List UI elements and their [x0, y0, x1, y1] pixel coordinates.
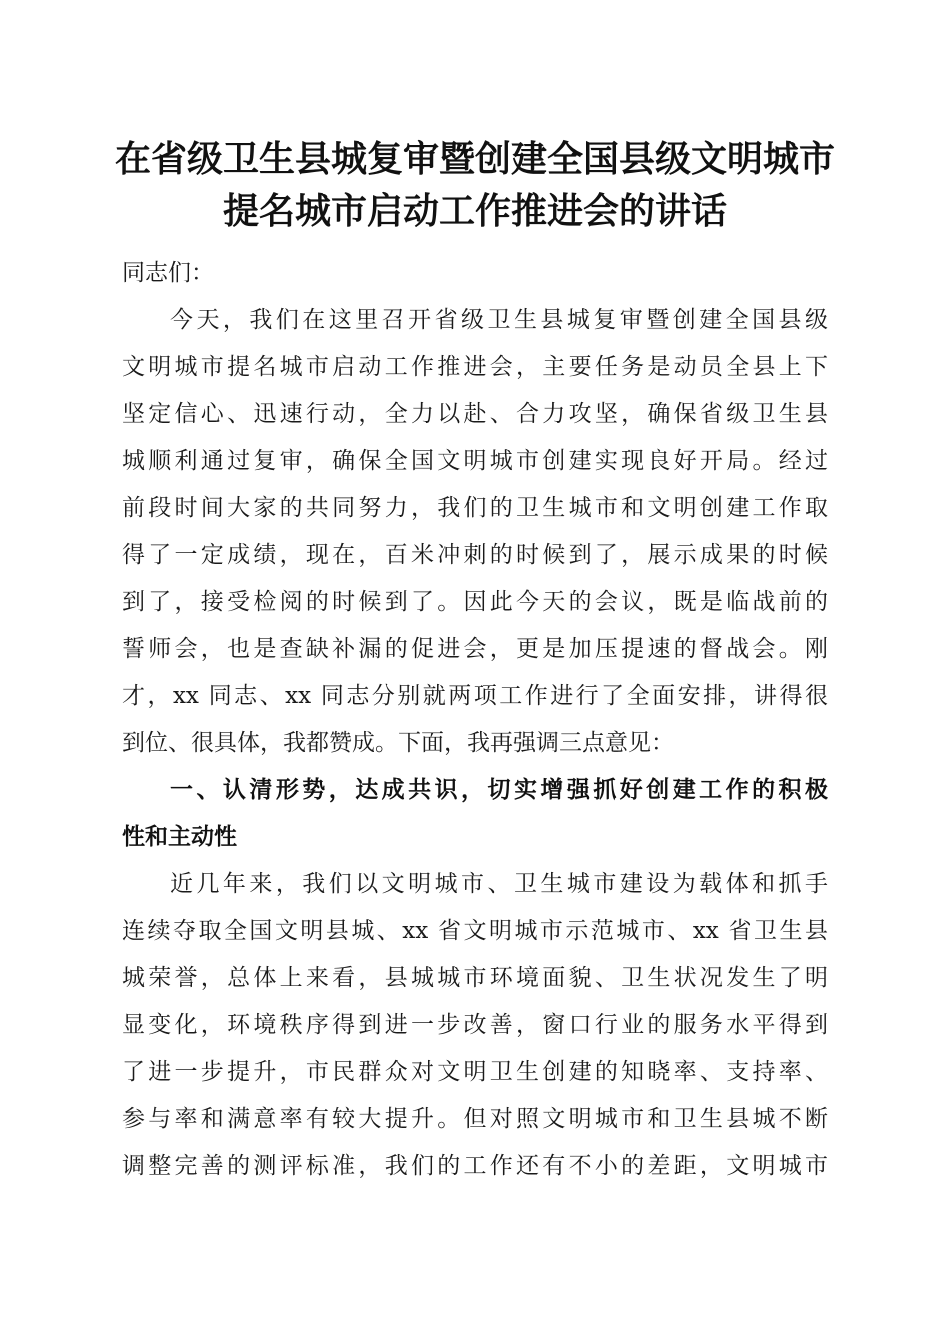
paragraph-line: 今天，我们在这里召开省级卫生县城复审暨创建全国县级 — [170, 307, 828, 333]
section-heading-line: 一、认清形势，达成共识，切实增强抓好创建工作的积极 — [170, 777, 828, 803]
salutation: 同志们： — [122, 260, 214, 286]
document-title-line-2: 提名城市启动工作推进会的讲话 — [222, 190, 727, 232]
document-title-line-1: 在省级卫生县城复审暨创建全国县级文明城市 — [114, 138, 835, 180]
paragraph-line: 文明城市提名城市启动工作推进会，主要任务是动员全县上下 — [122, 354, 828, 380]
section-heading-1 — [122, 767, 828, 861]
paragraph-line: 城顺利通过复审，确保全国文明城市创建实现良好开局。经过 — [122, 448, 828, 474]
paragraph-line: 了进一步提升，市民群众对文明卫生创建的知晓率、支持率、 — [122, 1059, 828, 1085]
paragraph-2 — [122, 861, 828, 1190]
paragraph-line: 调整完善的测评标准，我们的工作还有不小的差距，文明城市 — [122, 1153, 828, 1179]
paragraph-line: 显变化，环境秩序得到进一步改善，窗口行业的服务水平得到 — [122, 1012, 828, 1038]
paragraph-line: 到位、很具体，我都赞成。下面，我再强调三点意见： — [122, 730, 674, 756]
paragraph-1 — [122, 297, 828, 767]
paragraph-line: 得了一定成绩，现在，百米冲刺的时候到了，展示成果的时候 — [122, 542, 828, 568]
paragraph-line: 参与率和满意率有较大提升。但对照文明城市和卫生县城不断 — [122, 1106, 828, 1132]
paragraph-line: 坚定信心、迅速行动，全力以赴、合力攻坚，确保省级卫生县 — [122, 401, 828, 427]
paragraph-line: 誓师会，也是查缺补漏的促进会，更是加压提速的督战会。刚 — [122, 636, 828, 662]
paragraph-line: 连续夺取全国文明县城、xx 省文明城市示范城市、xx 省卫生县 — [122, 918, 828, 944]
paragraph-line: 到了，接受检阅的时候到了。因此今天的会议，既是临战前的 — [122, 589, 828, 615]
paragraph-line: 城荣誉，总体上来看，县城城市环境面貌、卫生状况发生了明 — [122, 965, 828, 991]
section-heading-line: 性和主动性 — [122, 824, 237, 850]
document-body — [122, 250, 828, 1190]
paragraph-line: 才，xx 同志、xx 同志分别就两项工作进行了全面安排，讲得很 — [122, 683, 828, 709]
paragraph-line: 前段时间大家的共同努力，我们的卫生城市和文明创建工作取 — [122, 495, 828, 521]
paragraph-line: 近几年来，我们以文明城市、卫生城市建设为载体和抓手 — [170, 871, 828, 897]
